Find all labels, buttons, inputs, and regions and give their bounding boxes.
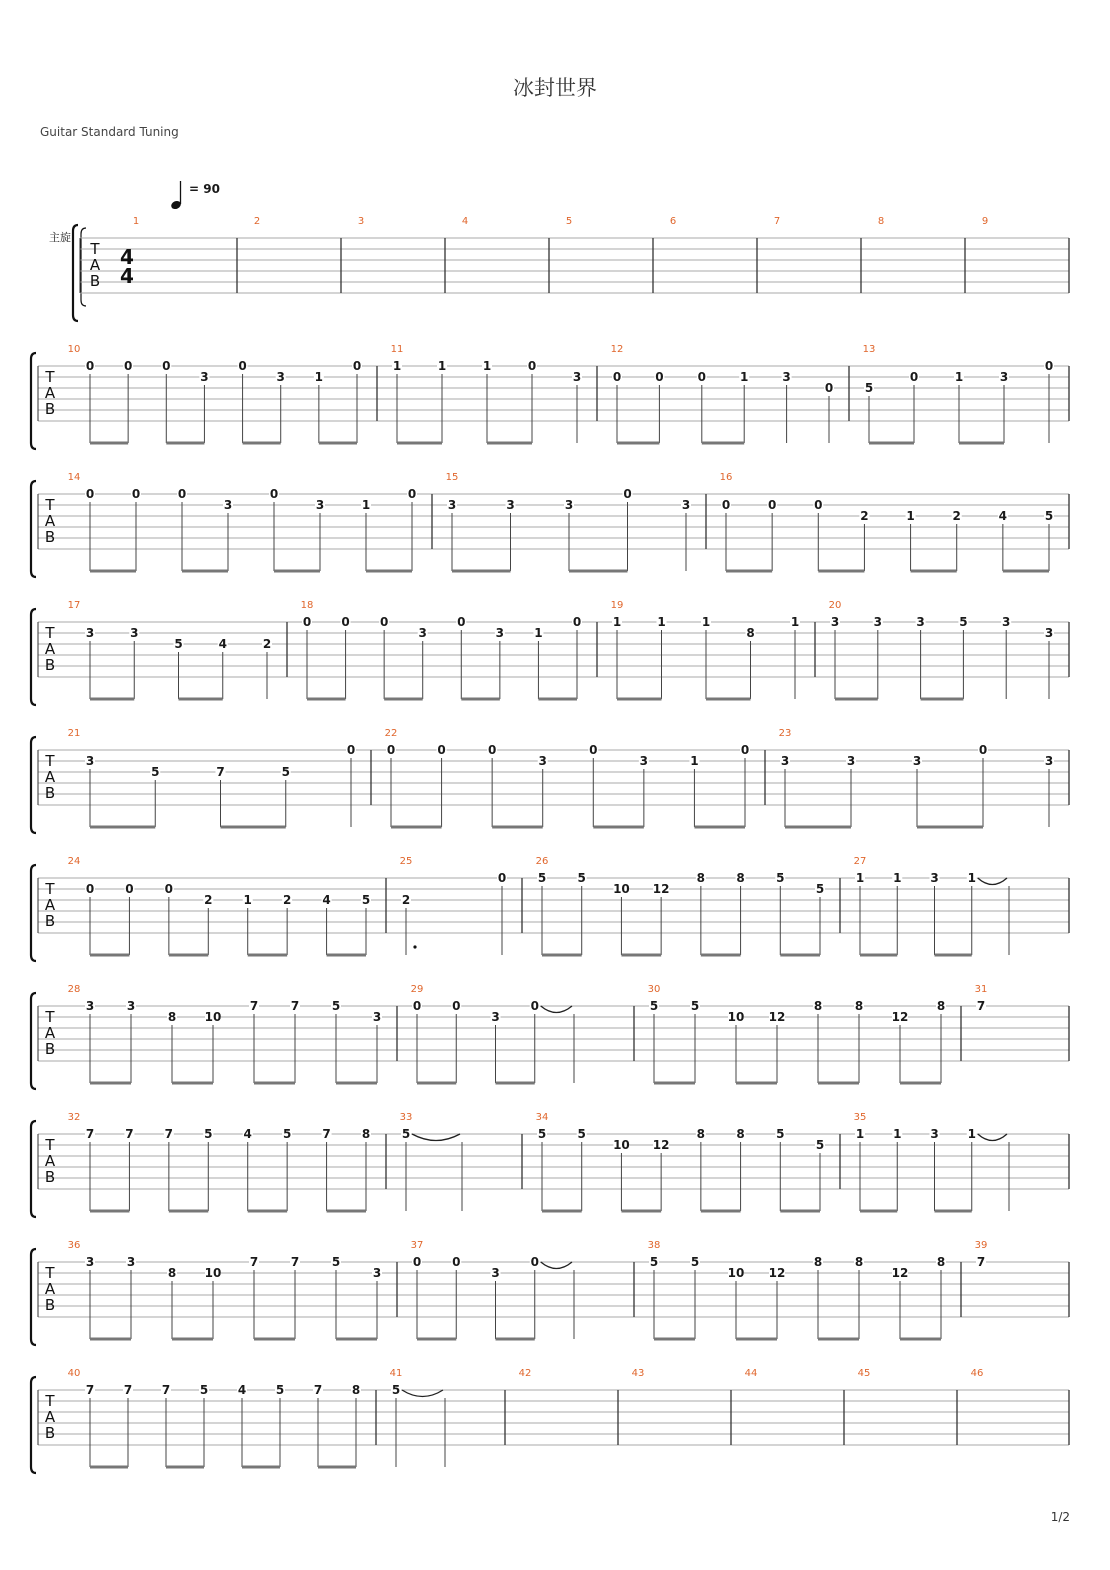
- measure-number: 1: [132, 216, 140, 227]
- measure-number: 40: [67, 1368, 81, 1379]
- tab-clef-b: B: [44, 1040, 56, 1058]
- tab-clef-a: A: [44, 512, 56, 530]
- fret-number: 0: [655, 370, 664, 384]
- measure-number: 14: [67, 472, 81, 483]
- tab-clef-b: B: [44, 1424, 56, 1442]
- tab-clef-a: A: [44, 384, 56, 402]
- fret-number: 5: [537, 1127, 547, 1141]
- fret-number: 12: [652, 882, 670, 896]
- fret-number: 3: [639, 754, 649, 768]
- time-signature-bottom: 4: [120, 264, 134, 288]
- fret-number: 3: [681, 498, 691, 512]
- fret-number: 8: [746, 626, 755, 640]
- measure-number: 4: [461, 216, 469, 227]
- fret-number: 5: [649, 1255, 659, 1269]
- fret-number: 0: [824, 381, 834, 395]
- tab-clef-a: A: [44, 768, 56, 786]
- tie-arc: [412, 1134, 460, 1141]
- track-label: 主旋: [49, 231, 71, 244]
- fret-number: 7: [249, 999, 259, 1013]
- tab-clef-b: B: [44, 1296, 56, 1314]
- fret-number: 10: [204, 1266, 222, 1280]
- page-number: 1/2: [1050, 1510, 1070, 1524]
- system-bracket: [31, 481, 36, 577]
- fret-number: 8: [813, 999, 823, 1013]
- fret-number: 3: [572, 370, 582, 384]
- fret-number: 7: [216, 765, 225, 779]
- fret-number: 4: [998, 509, 1008, 523]
- fret-number: 10: [613, 882, 630, 896]
- fret-number: 3: [564, 498, 574, 512]
- measure-number: 8: [877, 216, 885, 227]
- fret-number: 5: [331, 999, 341, 1013]
- system-bracket: [73, 225, 78, 321]
- fret-number: 0: [767, 498, 777, 512]
- fret-number: 1: [482, 359, 492, 373]
- fret-number: 8: [361, 1127, 371, 1141]
- system-bracket: [31, 737, 36, 833]
- fret-number: 4: [322, 893, 331, 907]
- measure-number: 24: [67, 856, 81, 867]
- fret-number: 0: [978, 743, 988, 757]
- fret-number: 8: [696, 871, 706, 885]
- fret-number: 5: [776, 1127, 785, 1141]
- fret-number: 1: [906, 509, 915, 523]
- fret-number: 8: [351, 1383, 361, 1397]
- fret-number: 3: [85, 754, 95, 768]
- measure-number: 21: [67, 728, 81, 739]
- fret-number: 7: [290, 1255, 300, 1269]
- fret-number: 3: [506, 498, 515, 512]
- fret-number: 2: [204, 893, 213, 907]
- fret-number: 7: [125, 1127, 134, 1141]
- fret-number: 3: [916, 615, 925, 629]
- fret-number: 0: [85, 359, 95, 373]
- score-title: 冰封世界: [513, 76, 597, 100]
- fret-number: 3: [85, 1255, 95, 1269]
- fret-number: 0: [457, 615, 466, 629]
- tie-arc: [978, 1134, 1007, 1141]
- fret-number: 3: [780, 754, 790, 768]
- measure-number: 17: [67, 600, 81, 611]
- fret-number: 1: [690, 754, 699, 768]
- fret-number: 10: [727, 1266, 745, 1280]
- fret-number: 0: [697, 370, 706, 384]
- fret-number: 0: [123, 359, 133, 373]
- fret-number: 1: [701, 615, 711, 629]
- fret-number: 12: [891, 1010, 909, 1024]
- fret-number: 3: [999, 370, 1009, 384]
- fret-number: 8: [736, 871, 745, 885]
- fret-number: 7: [290, 999, 300, 1013]
- fret-number: 3: [126, 999, 136, 1013]
- fret-number: 0: [302, 615, 312, 629]
- fret-number: 8: [167, 1010, 177, 1024]
- fret-number: 3: [418, 626, 427, 640]
- measure-number: 34: [535, 1112, 549, 1123]
- measure-number: 32: [67, 1112, 81, 1123]
- measure-number: 15: [445, 472, 459, 483]
- measure-number: 13: [862, 344, 876, 355]
- fret-number: 1: [361, 498, 371, 512]
- tab-clef-a: A: [44, 1408, 56, 1426]
- system-bracket: [31, 1377, 36, 1473]
- fret-number: 7: [85, 1127, 95, 1141]
- fret-number: 0: [85, 882, 95, 896]
- fret-number: 0: [572, 615, 582, 629]
- fret-number: 1: [657, 615, 666, 629]
- fret-number: 3: [873, 615, 882, 629]
- fret-number: 3: [912, 754, 922, 768]
- fret-number: 5: [815, 1138, 825, 1152]
- fret-number: 4: [237, 1383, 247, 1397]
- fret-number: 3: [315, 498, 325, 512]
- measure-number: 41: [389, 1368, 403, 1379]
- fret-number: 0: [238, 359, 247, 373]
- fret-number: 8: [936, 1255, 946, 1269]
- fret-number: 0: [623, 487, 632, 501]
- measure-number: 2: [253, 216, 261, 227]
- fret-number: 5: [282, 1127, 292, 1141]
- fret-number: 3: [276, 370, 285, 384]
- time-signature-top: 4: [120, 245, 134, 269]
- fret-number: 3: [1002, 615, 1011, 629]
- fret-number: 2: [860, 509, 869, 523]
- fret-number: 3: [491, 1010, 500, 1024]
- fret-number: 0: [530, 1255, 539, 1269]
- tab-clef-a: A: [44, 896, 56, 914]
- fret-number: 7: [161, 1383, 171, 1397]
- fret-number: 8: [696, 1127, 706, 1141]
- fret-number: 5: [199, 1383, 209, 1397]
- fret-number: 0: [487, 743, 497, 757]
- fret-number: 1: [855, 1127, 865, 1141]
- fret-number: 1: [437, 359, 447, 373]
- measure-number: 30: [647, 984, 661, 995]
- fret-number: 5: [281, 765, 290, 779]
- system-bracket: [31, 865, 36, 961]
- fret-number: 5: [174, 637, 183, 651]
- fret-number: 0: [346, 743, 356, 757]
- fret-number: 0: [125, 882, 134, 896]
- system-bracket: [31, 1121, 36, 1217]
- fret-number: 3: [130, 626, 139, 640]
- note-dot: [413, 945, 416, 948]
- fret-number: 2: [952, 509, 961, 523]
- measure-number: 39: [974, 1240, 988, 1251]
- measure-number: 16: [719, 472, 733, 483]
- measure-number: 3: [357, 216, 365, 227]
- fret-number: 0: [162, 359, 171, 373]
- tempo-text: = 90: [189, 182, 220, 196]
- tie-arc: [978, 878, 1007, 885]
- fret-number: 1: [392, 359, 402, 373]
- measure-number: 44: [744, 1368, 758, 1379]
- fret-number: 3: [1044, 754, 1054, 768]
- fret-number: 5: [401, 1127, 411, 1141]
- fret-number: 1: [967, 1127, 976, 1141]
- fret-number: 5: [391, 1383, 401, 1397]
- system-bracket: [31, 353, 36, 449]
- measure-number: 9: [981, 216, 989, 227]
- fret-number: 3: [372, 1266, 382, 1280]
- fret-number: 1: [967, 871, 976, 885]
- tab-clef-b: B: [44, 912, 56, 930]
- measure-number: 10: [67, 344, 81, 355]
- fret-number: 5: [577, 871, 586, 885]
- fret-number: 1: [954, 370, 964, 384]
- fret-number: 4: [243, 1127, 252, 1141]
- fret-number: 3: [372, 1010, 382, 1024]
- tab-clef-a: A: [89, 256, 101, 274]
- fret-number: 7: [976, 1255, 986, 1269]
- fret-number: 12: [768, 1010, 786, 1024]
- fret-number: 7: [313, 1383, 323, 1397]
- fret-number: 0: [721, 498, 731, 512]
- fret-number: 0: [177, 487, 187, 501]
- measure-number: 6: [669, 216, 677, 227]
- fret-number: 7: [85, 1383, 95, 1397]
- tab-clef-b: B: [44, 1168, 56, 1186]
- tie-arc: [402, 1390, 443, 1397]
- measure-number: 7: [773, 216, 781, 227]
- fret-number: 3: [223, 498, 233, 512]
- fret-number: 0: [412, 1255, 422, 1269]
- measure-number: 28: [67, 984, 81, 995]
- measure-number: 31: [974, 984, 988, 995]
- fret-number: 1: [855, 871, 865, 885]
- measure-number: 25: [399, 856, 413, 867]
- fret-number: 1: [893, 1127, 902, 1141]
- tab-clef-t: T: [45, 1264, 55, 1282]
- measure-number: 27: [853, 856, 867, 867]
- fret-number: 5: [331, 1255, 341, 1269]
- measure-number: 37: [410, 1240, 424, 1251]
- tab-clef-a: A: [44, 640, 56, 658]
- fret-number: 5: [776, 871, 785, 885]
- tab-clef-b: B: [44, 400, 56, 418]
- fret-number: 5: [815, 882, 825, 896]
- fret-number: 3: [85, 999, 95, 1013]
- fret-number: 1: [893, 871, 902, 885]
- fret-number: 0: [589, 743, 598, 757]
- fret-number: 10: [204, 1010, 222, 1024]
- fret-number: 0: [497, 871, 507, 885]
- measure-number: 18: [300, 600, 314, 611]
- fret-number: 8: [854, 1255, 864, 1269]
- fret-number: 7: [164, 1127, 174, 1141]
- fret-number: 5: [649, 999, 659, 1013]
- measure-number: 42: [518, 1368, 532, 1379]
- fret-number: 2: [262, 637, 272, 651]
- fret-number: 12: [768, 1266, 786, 1280]
- fret-number: 0: [407, 487, 417, 501]
- fret-number: 0: [352, 359, 362, 373]
- tab-clef-b: B: [89, 272, 101, 290]
- fret-number: 0: [386, 743, 396, 757]
- system-bracket: [31, 1249, 36, 1345]
- tab-clef-b: B: [44, 656, 56, 674]
- fret-number: 10: [613, 1138, 630, 1152]
- fret-number: 0: [437, 743, 446, 757]
- fret-number: 10: [727, 1010, 745, 1024]
- tab-clef-t: T: [45, 496, 55, 514]
- fret-number: 0: [269, 487, 279, 501]
- tuning-label: Guitar Standard Tuning: [40, 125, 179, 139]
- measure-number: 43: [631, 1368, 645, 1379]
- fret-number: 7: [123, 1383, 133, 1397]
- measure-number: 38: [647, 1240, 661, 1251]
- system-bracket: [31, 609, 36, 705]
- measure-number: 35: [853, 1112, 867, 1123]
- fret-number: 8: [936, 999, 946, 1013]
- measure-number: 12: [610, 344, 624, 355]
- measure-number: 11: [390, 344, 404, 355]
- measure-number: 19: [610, 600, 624, 611]
- measure-number: 29: [410, 984, 424, 995]
- fret-number: 4: [218, 637, 227, 651]
- fret-number: 5: [151, 765, 160, 779]
- fret-number: 7: [976, 999, 986, 1013]
- fret-number: 0: [131, 487, 141, 501]
- fret-number: 0: [612, 370, 622, 384]
- fret-number: 3: [491, 1266, 500, 1280]
- fret-number: 5: [1044, 509, 1054, 523]
- fret-number: 3: [846, 754, 856, 768]
- fret-number: 1: [740, 370, 749, 384]
- measure-number: 23: [778, 728, 792, 739]
- fret-number: 7: [249, 1255, 259, 1269]
- fret-number: 3: [1044, 626, 1054, 640]
- fret-number: 0: [412, 999, 422, 1013]
- fret-number: 3: [200, 370, 209, 384]
- fret-number: 8: [813, 1255, 823, 1269]
- measure-number: 26: [535, 856, 549, 867]
- fret-number: 0: [1044, 359, 1054, 373]
- fret-number: 0: [379, 615, 389, 629]
- tab-clef-t: T: [45, 1392, 55, 1410]
- tab-clef-a: A: [44, 1152, 56, 1170]
- fret-number: 3: [930, 871, 939, 885]
- tab-clef-t: T: [45, 1008, 55, 1026]
- fret-number: 3: [830, 615, 840, 629]
- tie-arc: [541, 1262, 572, 1269]
- fret-number: 3: [85, 626, 95, 640]
- fret-number: 5: [690, 1255, 700, 1269]
- fret-number: 3: [930, 1127, 939, 1141]
- fret-number: 12: [891, 1266, 909, 1280]
- fret-number: 8: [854, 999, 864, 1013]
- tab-clef-t: T: [90, 240, 100, 258]
- tab-clef-b: B: [44, 784, 56, 802]
- fret-number: 7: [322, 1127, 331, 1141]
- fret-number: 1: [612, 615, 622, 629]
- fret-number: 1: [314, 370, 324, 384]
- tab-clef-b: B: [44, 528, 56, 546]
- fret-number: 5: [959, 615, 968, 629]
- fret-number: 3: [495, 626, 505, 640]
- measure-number: 33: [399, 1112, 413, 1123]
- fret-number: 5: [864, 381, 874, 395]
- tab-clef-a: A: [44, 1280, 56, 1298]
- fret-number: 2: [282, 893, 292, 907]
- tie-arc: [541, 1006, 572, 1013]
- fret-number: 0: [909, 370, 919, 384]
- fret-number: 3: [126, 1255, 136, 1269]
- fret-number: 2: [401, 893, 411, 907]
- fret-number: 3: [538, 754, 547, 768]
- fret-number: 5: [690, 999, 700, 1013]
- fret-number: 8: [736, 1127, 745, 1141]
- fret-number: 5: [537, 871, 547, 885]
- fret-number: 3: [782, 370, 791, 384]
- fret-number: 0: [164, 882, 174, 896]
- measure-number: 45: [857, 1368, 871, 1379]
- tab-clef-t: T: [45, 368, 55, 386]
- tab-clef-t: T: [45, 1136, 55, 1154]
- fret-number: 0: [452, 999, 461, 1013]
- track-bracket: [81, 228, 86, 306]
- system-bracket: [31, 993, 36, 1089]
- fret-number: 5: [204, 1127, 213, 1141]
- tab-clef-t: T: [45, 624, 55, 642]
- fret-number: 0: [740, 743, 750, 757]
- fret-number: 0: [814, 498, 823, 512]
- fret-number: 3: [447, 498, 457, 512]
- fret-number: 12: [652, 1138, 670, 1152]
- measure-number: 22: [384, 728, 398, 739]
- fret-number: 8: [167, 1266, 177, 1280]
- measure-number: 46: [970, 1368, 984, 1379]
- fret-number: 0: [452, 1255, 461, 1269]
- fret-number: 1: [790, 615, 800, 629]
- measure-number: 36: [67, 1240, 81, 1251]
- fret-number: 0: [527, 359, 537, 373]
- measure-number: 5: [565, 216, 573, 227]
- fret-number: 5: [275, 1383, 285, 1397]
- fret-number: 1: [243, 893, 252, 907]
- fret-number: 5: [577, 1127, 586, 1141]
- tab-clef-t: T: [45, 752, 55, 770]
- fret-number: 0: [341, 615, 350, 629]
- fret-number: 0: [85, 487, 95, 501]
- fret-number: 1: [534, 626, 543, 640]
- fret-number: 5: [361, 893, 371, 907]
- measure-number: 20: [828, 600, 842, 611]
- tab-clef-t: T: [45, 880, 55, 898]
- tab-clef-a: A: [44, 1024, 56, 1042]
- fret-number: 0: [530, 999, 539, 1013]
